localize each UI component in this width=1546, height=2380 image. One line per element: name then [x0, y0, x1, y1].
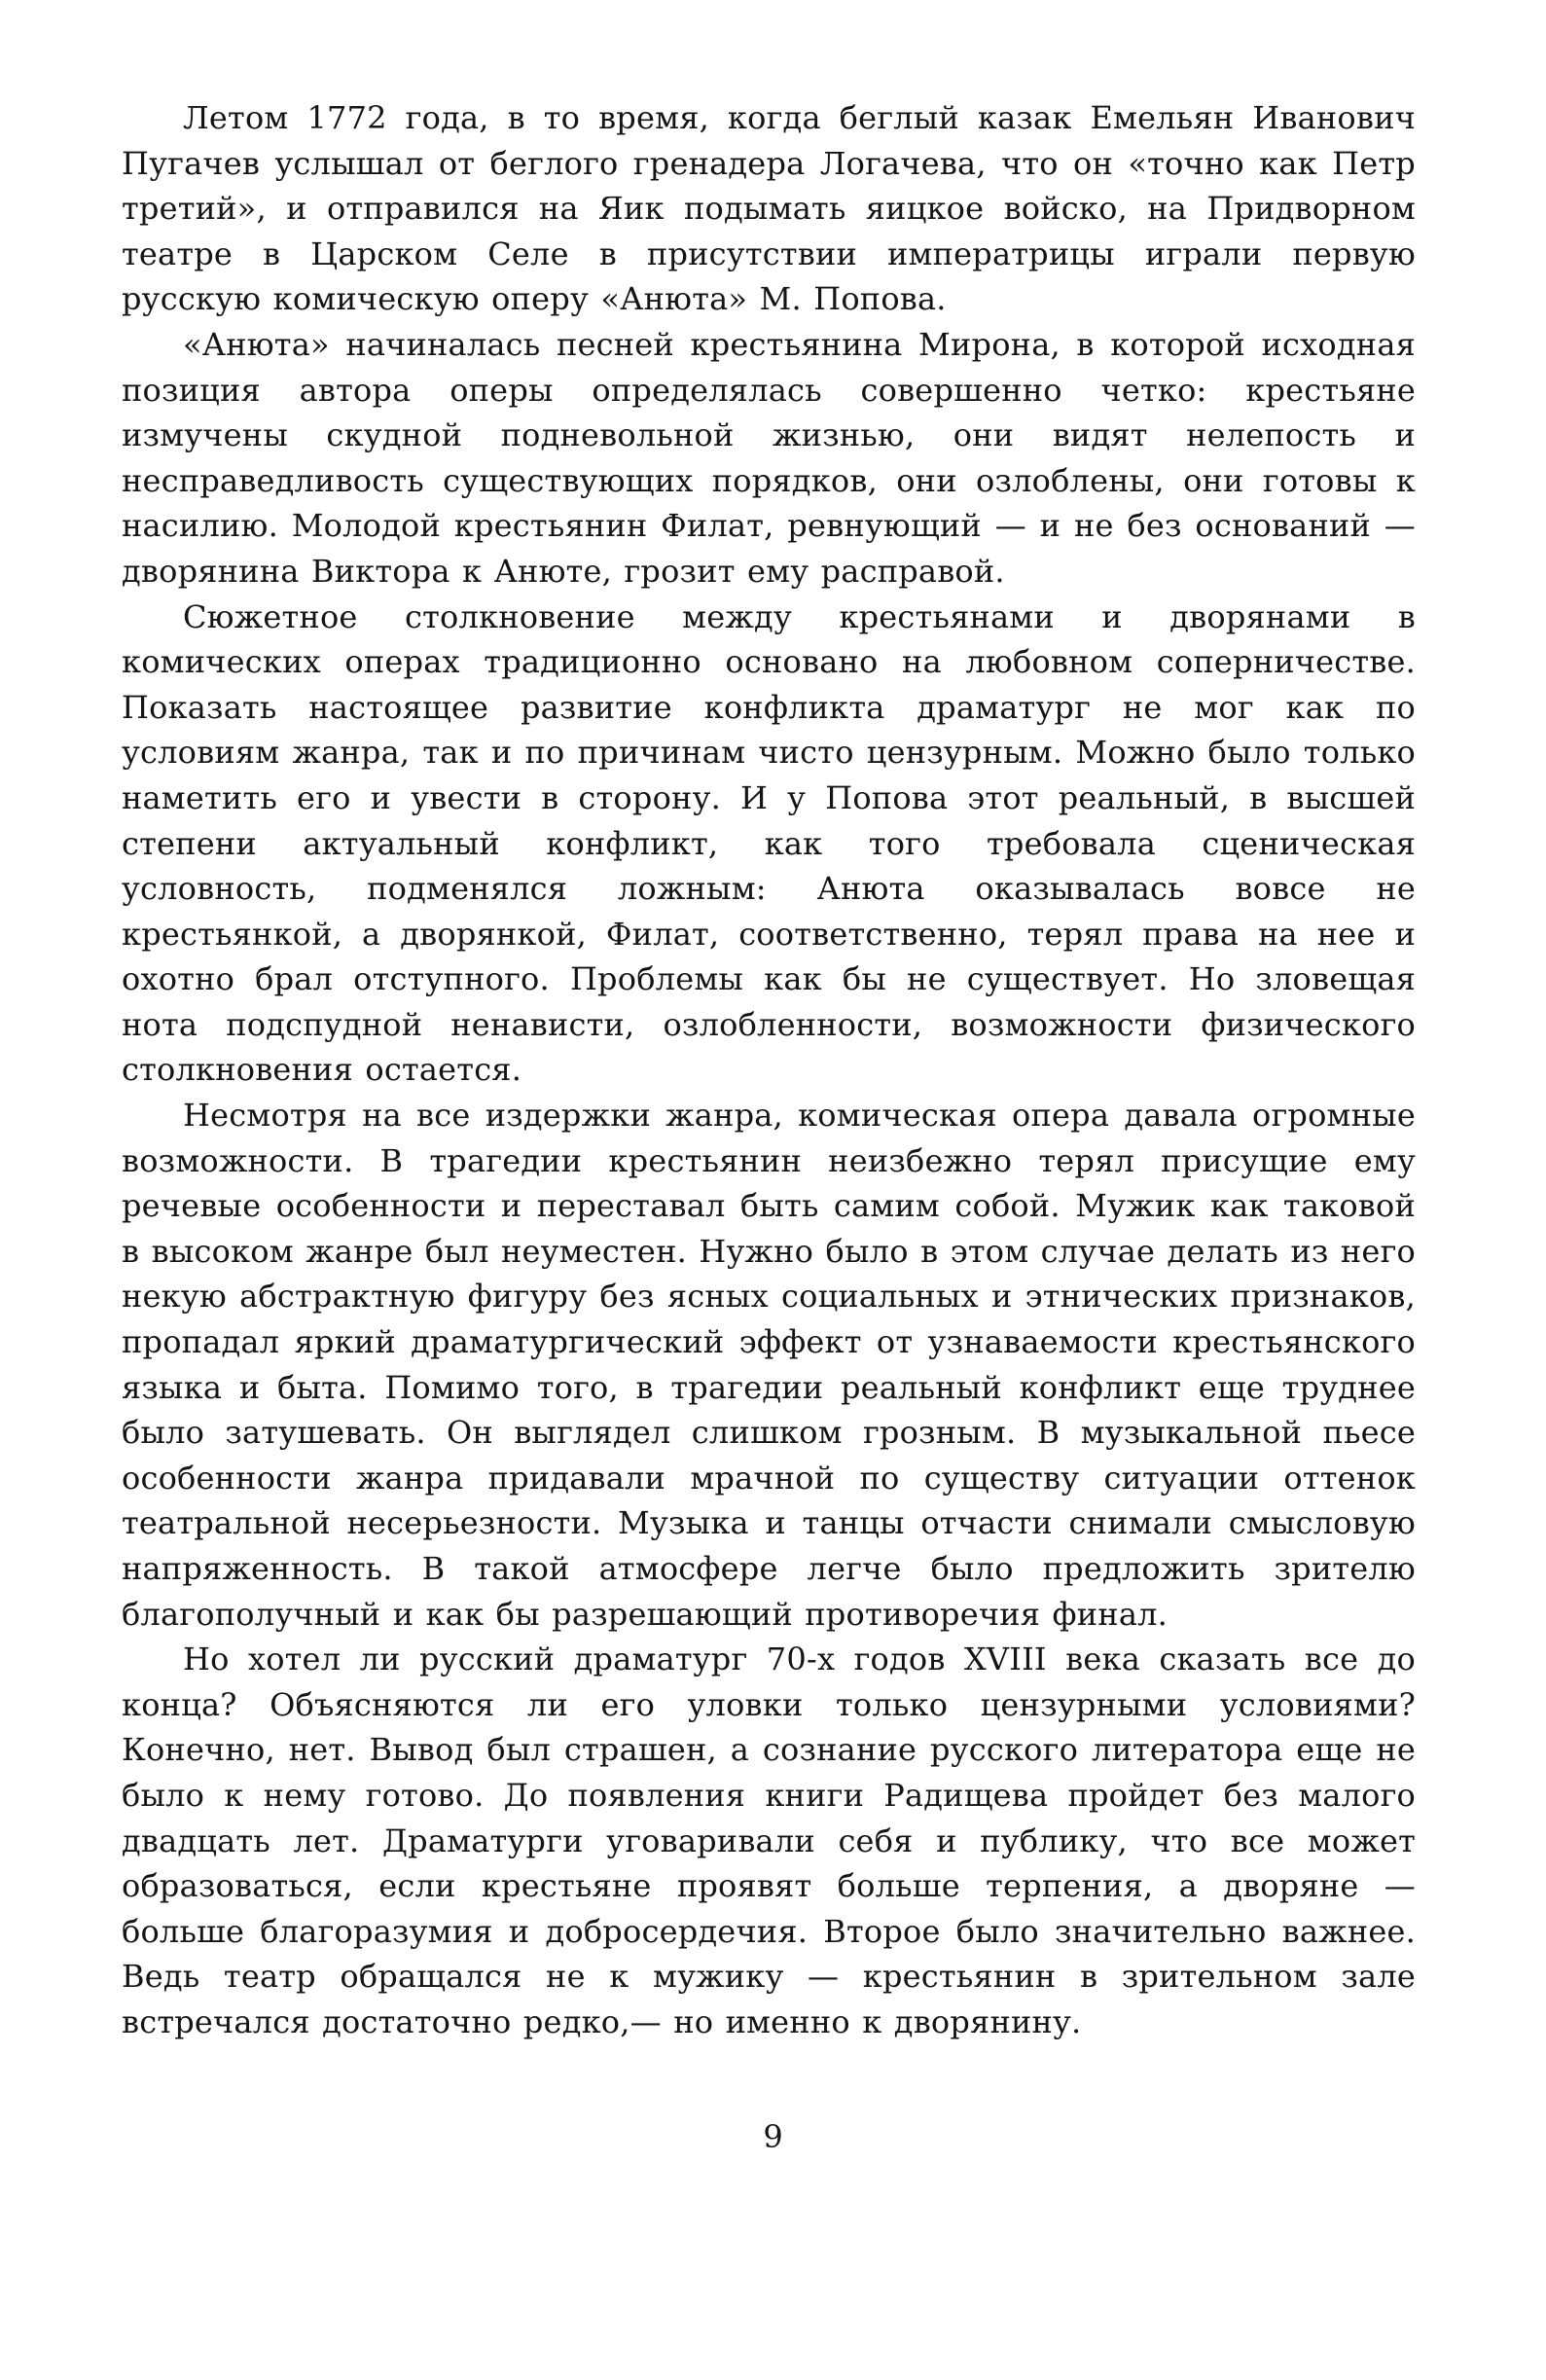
page-body	[122, 95, 1416, 2045]
paragraph-5: Но хотел ли русский драматург 70-х годов XVIII века сказать все до конца? Объясняются ли его уловки только цензурными условиями? Конечно, нет. Вывод был страшен, а сознание русского литератора еще не было к нему готово. До появления книги Радищева пройдет без малого двадцать лет. Драматурги уговаривали себя и публику, что все может образоваться, если крестьяне проявят больше терпения, а дворяне — больше благоразумия и добросердечия. Второе было значительно важнее. Ведь театр обращался не к мужику — крестьянин в зрительном зале встречался достаточно редко,— но именно к дворянину.	[122, 1641, 1416, 2040]
paragraph-1: Летом 1772 года, в то время, когда беглый казак Емельян Иванович Пугачев услышал от беглого гренадера Логачева, что он «точно как Петр третий», и отправился на Яик подымать яицкое войско, на Придворном театре в Царском Селе в присутствии императрицы играли первую русскую комическую оперу «Анюта» М. Попова.	[122, 99, 1416, 318]
page-number: 9	[763, 2118, 783, 2155]
paragraph-3: Сюжетное столкновение между крестьянами и дворянами в комических операх традиционно основано на любовном соперничестве. Показать настоящее развитие конфликта драматург не мог как по условиям жанра, так и по причинам чисто цензурным. Можно было только наметить его и увести в сторону. И у Попова этот реальный, в высшей степени актуальный конфликт, как того требовала сценическая условность, подменялся ложным: Анюта оказывалась вовсе не крестьянкой, а дворянкой, Филат, соответственно, терял права на нее и охотно брал отступного. Проблемы как бы не существует. Но зловещая нота подспудной ненависти, озлобленности, возможности физического столкновения остается.	[122, 597, 1416, 1089]
paragraph-2: «Анюта» начиналась песней крестьянина Мирона, в которой исходная позиция автора оперы определялась совершенно четко: крестьяне измучены скудной подневольной жизнью, они видят нелепость и несправедливость существующих порядков, они озлоблены, они готовы к насилию. Молодой крестьянин Филат, ревнующий — и не без оснований — дворянина Виктора к Анюте, грозит ему расправой.	[122, 325, 1416, 590]
paragraph-4: Несмотря на все издержки жанра, комическая опера давала огромные возможности. В трагедии крестьянин неизбежно терял присущие ему речевые особенности и переставал быть самим собой. Мужик как таковой в высоком жанре был неуместен. Нужно было в этом случае делать из него некую абстрактную фигуру без ясных социальных и этнических признаков, пропадал яркий драматургический эффект от узнаваемости крестьянского языка и быта. Помимо того, в трагедии реальный конфликт еще труднее было затушевать. Он выглядел слишком грозным. В музыкальной пьесе особенности жанра придавали мрачной по существу ситуации оттенок театральной несерьезности. Музыка и танцы отчасти снимали смысловую напряженность. В такой атмосфере легче было предложить зрителю благополучный и как бы разрешающий противоречия финал.	[122, 1097, 1416, 1633]
